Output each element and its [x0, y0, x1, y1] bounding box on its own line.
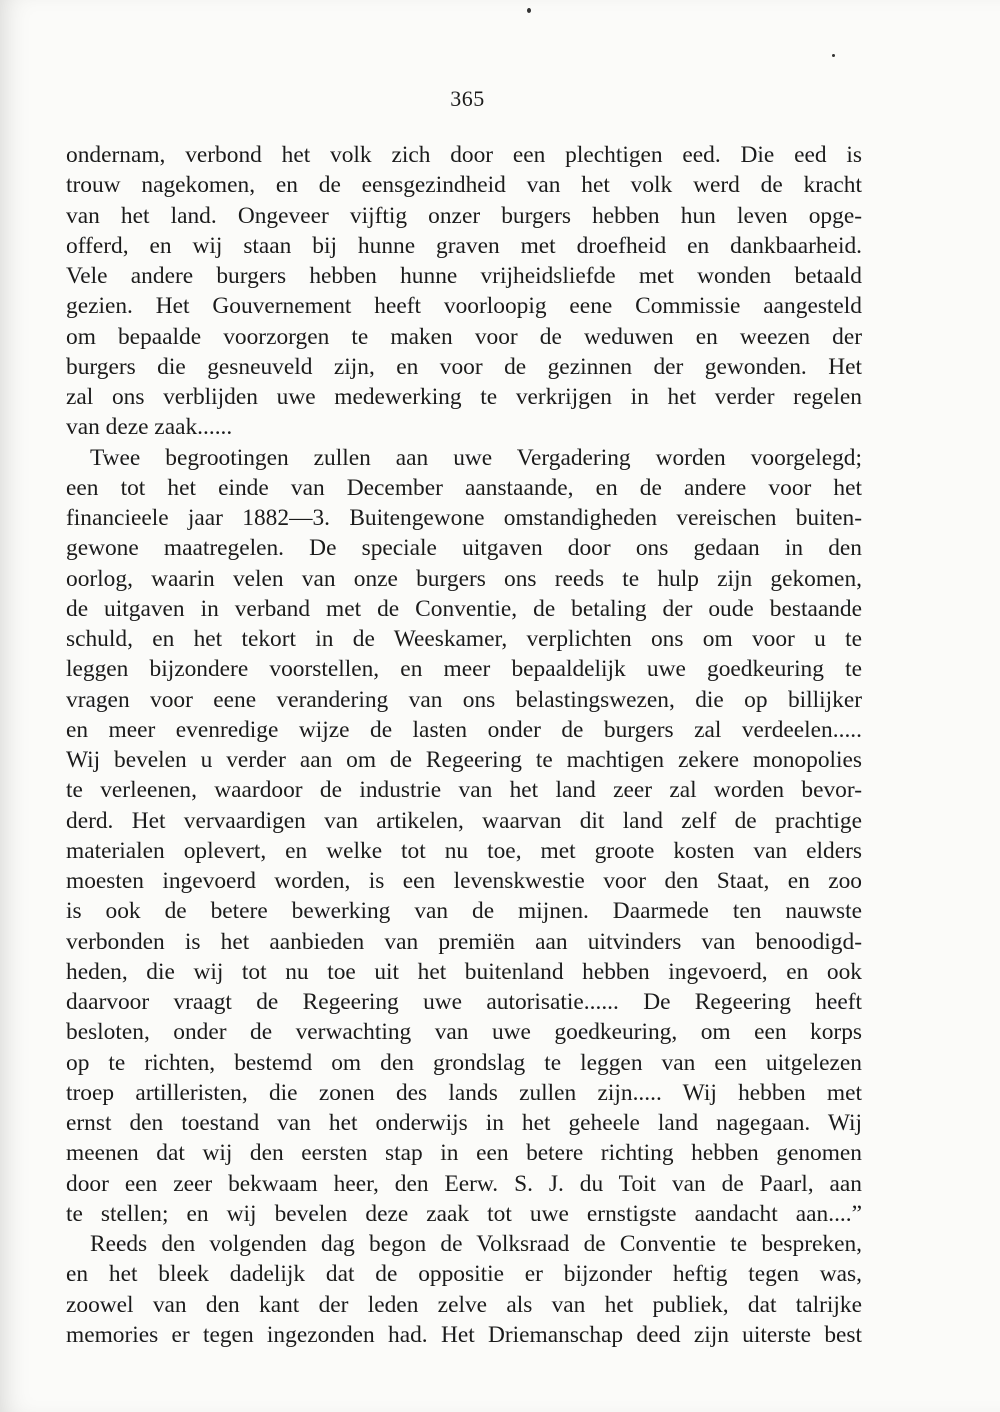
text-line: derd. Het vervaardigen van artikelen, waarvan dit land zelf de prachtige: [66, 807, 862, 834]
text-line: de uitgaven in verband met de Conventie, de betaling der oude bestaande: [66, 595, 862, 622]
page-number: 365: [450, 86, 485, 111]
text-line: verbonden is het aanbieden van premiën aan uitvinders van benoodigd-: [66, 928, 862, 955]
text-line: financieele jaar 1882—3. Buitengewone omstandigheden vereischen buiten-: [66, 505, 862, 531]
text-line: zoowel van den kant der leden zelve als van het publiek, dat talrijke: [66, 1291, 862, 1318]
text-line: Vele andere burgers hebben hunne vrijheidsliefde met wonden betaald: [66, 263, 862, 289]
text-line: oorlog, waarin velen van onze burgers ons reeds te hulp zijn gekomen,: [66, 565, 862, 592]
text-line: meenen dat wij den eersten stap in een betere richting hebben genomen: [66, 1140, 862, 1167]
text-line: trouw nagekomen, en de eensgezindheid van het volk werd de kracht: [66, 172, 862, 199]
print-speck: [832, 54, 835, 57]
text-line: burgers die gesneuveld zijn, en voor de gezinnen der gewonden. Het: [66, 353, 862, 380]
text-line: Reeds den volgenden dag begon de Volksraad de Conventie te bespreken,: [90, 1231, 862, 1257]
text-line: heden, die wij tot nu toe uit het buitenland hebben ingevoerd, en ook: [66, 958, 862, 985]
text-line: een tot het einde van December aanstaande, en de andere voor het: [66, 474, 862, 501]
text-line: ernst den toestand van het onderwijs in het geheele land nagegaan. Wij: [66, 1110, 862, 1136]
text-line: moesten ingevoerd worden, is een levenskwestie voor den Staat, en zoo: [66, 868, 862, 894]
text-line: Wij bevelen u verder aan om de Regeering te machtigen zekere monopolies: [66, 747, 862, 773]
text-line: memories er tegen ingezonden had. Het Driemanschap deed zijn uiterste best: [66, 1321, 862, 1348]
text-line: en het bleek dadelijk dat de oppositie er bijzonder heftig tegen was,: [66, 1261, 862, 1288]
text-line: offerd, en wij staan bij hunne graven met droefheid en dankbaarheid.: [66, 232, 862, 259]
text-line: schuld, en het tekort in de Weeskamer, verplichten ons om voor u te: [66, 626, 862, 652]
text-line: Twee begrootingen zullen aan uwe Vergadering worden voorgelegd;: [90, 444, 862, 471]
text-line: te verleenen, waardoor de industrie van het land zeer zal worden bevor-: [66, 777, 862, 804]
text-line: ondernam, verbond het volk zich door een plechtigen eed. Die eed is: [66, 142, 862, 168]
text-line: troep artilleristen, die zonen des lands zullen zijn..... Wij hebben met: [66, 1079, 862, 1106]
text-line: vragen voor eene verandering van ons belastingswezen, die op billijker: [66, 686, 862, 713]
text-line: materialen oplevert, en welke tot nu toe, met groote kosten van elders: [66, 837, 862, 864]
text-line: om bepaalde voorzorgen te maken voor de weduwen en weezen der: [66, 323, 862, 350]
text-line: gewone maatregelen. De speciale uitgaven door ons gedaan in den: [66, 535, 862, 562]
text-line: daarvoor vraagt de Regeering uwe autorisatie...... De Regeering heeft: [66, 989, 862, 1015]
text-line: is ook de betere bewerking van de mijnen. Daarmede ten nauwste: [66, 898, 862, 925]
text-line: gezien. Het Gouvernement heeft voorloopig eene Commissie aangesteld: [66, 293, 862, 320]
text-line: leggen bijzondere voorstellen, en meer bepaaldelijk uwe goedkeuring te: [66, 656, 862, 683]
text-line: van deze zaak......: [66, 414, 233, 441]
text-line: en meer evenredige wijze de lasten onder de burgers zal verdeelen.....: [66, 716, 862, 743]
print-speck: [527, 8, 531, 13]
text-line: van het land. Ongeveer vijftig onzer burgers hebben hun leven opge-: [66, 202, 862, 229]
text-line: op te richten, bestemd om den grondslag te leggen van een uitgelezen: [66, 1049, 862, 1076]
body-text: [66, 140, 862, 1350]
text-line: besloten, onder de verwachting van uwe goedkeuring, om een korps: [66, 1019, 862, 1046]
text-line: te stellen; en wij bevelen deze zaak tot uwe ernstigste aandacht aan....”: [66, 1200, 862, 1227]
text-line: zal ons verblijden uwe medewerking te verkrijgen in het verder regelen: [66, 384, 862, 410]
text-line: door een zeer bekwaam heer, den Eerw. S. J. du Toit van de Paarl, aan: [66, 1170, 862, 1197]
